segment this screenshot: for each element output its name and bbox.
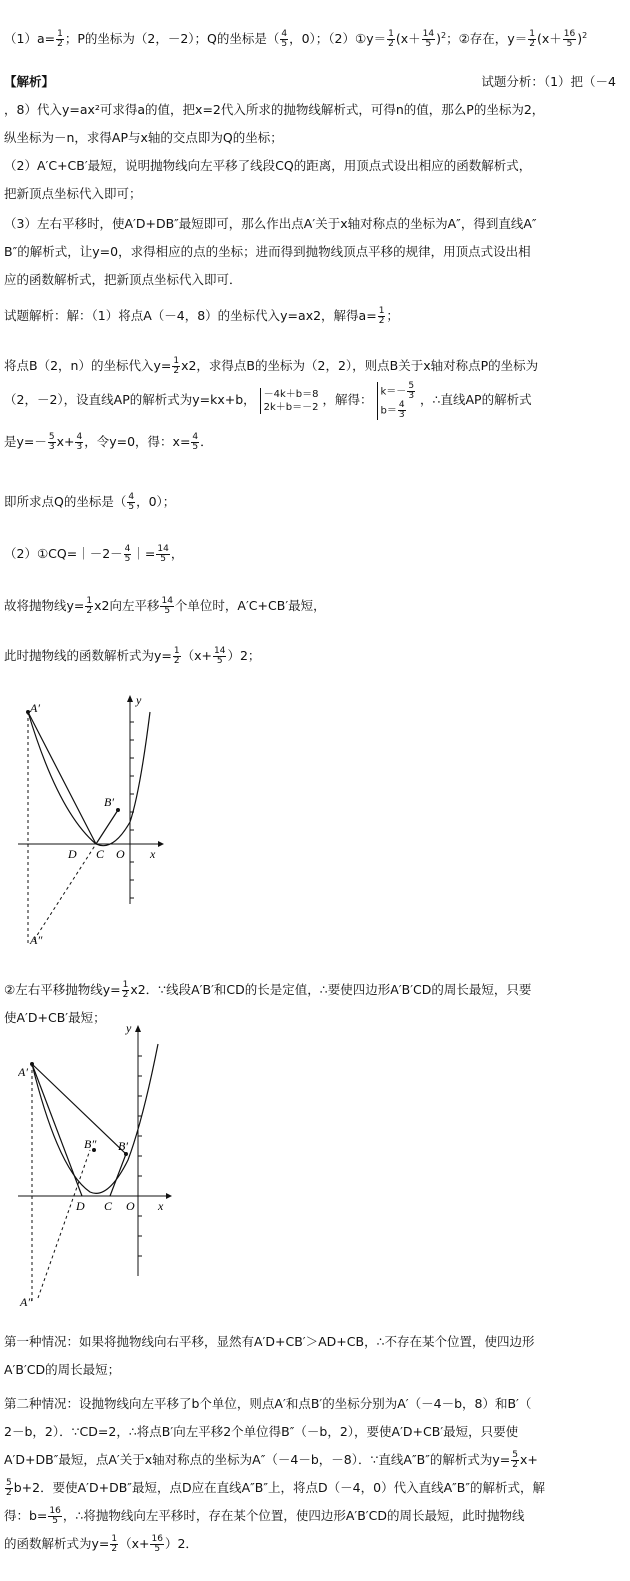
solution-line-6a: （2）①CQ=｜－2－ [4,546,123,561]
y-axis-arrow [127,695,133,702]
label-y: y [126,1021,132,1035]
solution-line-6c: ， [170,546,184,561]
label-a2: A″ [30,933,43,947]
analysis-title: 【解析】 [4,74,55,89]
answer-part-3: ，0）；（2）① [289,31,367,47]
solution-line-8b: （x+ [181,648,212,663]
segment-b-c [110,1154,126,1196]
equation-system-2: k＝－ $\frac{5}{3}$ b＝ $\frac{4}{3}$ [377,382,417,420]
segment-a-b [32,1064,126,1154]
case2-line-2: 2－b，2）．∵CD=2，∴将点B′向左平移2个单位得B″（－b，2），要使A′D+CB′最短，只要使 [4,1424,519,1439]
label-x: x [158,1199,164,1213]
analysis-part-3 [4,210,624,294]
figure-2-parabola [18,1020,178,1310]
label-a: A′ [18,1065,28,1079]
solution-line-4b: x+ [56,434,75,449]
analysis-part-2 [4,152,624,208]
solution-line-7c: 个单位时，A′C+CB′最短， [174,598,326,613]
solution-step-2: 将点B（2，n）的坐标代入y= $\frac{1}{2}$ x2，求得点B的坐标为（2，2），则点B关于x轴对称点P的坐标为 （2，－2），设直线AP的解析式为y=kx+b， －4k＋b＝8 2k＋b＝－2 ，解得： k＝－ $\frac{5}{3}$ b＝ $\frac{4}{3}$ ，∴直线AP的解析式 是y=－ $\frac{5}{3}$ x+ $\frac{4}{3}$ ，令y=0，得：x= $\frac{4}{5}$ ． [4,356,539,452]
case2-line-3: A′D+DB″最短，点A′关于x轴对称点的坐标为A″（－4－b，－8）．∵直线A″B″的解析式为y= [4,1452,511,1467]
analysis-line-2: 纵坐标为－n，求得AP与x轴的交点即为Q的坐标； [4,130,283,145]
case-2: 第二种情况：设抛物线向左平移了b个单位，则点A′和点B′的坐标分别为A′（－4－b，8）和B′（ 2－b，2）．∵CD=2，∴将点B′向左平移2个单位得B″（－b，2），要使A′D+CB′最短，只要使 A′D+DB″最短，点A′关于x轴对称点的坐标为A″（－4－b，－8）．∵直线A″B″的解析式为y= $\frac{5}{2}$ x+ $\frac{5}{2}$ b+2．要使A′D+DB″最短，点D应在直线A″B″上，将点D（－4，0）代入直线A″B″的解析式，解 得：b= $\frac{16}{5}$ ，∴将抛物线向左平移时，存在某个位置，使四边形A′B′CD的周长最短，此时抛物线 的函数解析式为y= $\frac{1}{2}$ （x+ $\frac{16}{5}$ ）2． [4,1390,624,1558]
label-c: C [96,847,105,861]
segment-a-d [32,1064,82,1196]
analysis-section [4,68,624,152]
solution-line-8a: 此时抛物线的函数解析式为y= [4,648,172,663]
parabola-curve [32,1044,158,1193]
fraction-half: $\frac{1}{2}$ [378,306,385,326]
label-o: O [116,847,125,861]
solution-line-3a: （2，－2），设直线AP的解析式为y=kx+b， [4,392,256,407]
solution-line-7b: x2向左平移 [94,598,160,613]
case2-line-1: 第二种情况：设抛物线向左平移了b个单位，则点A′和点B′的坐标分别为A′（－4－b，8）和B′（ [4,1396,532,1411]
answer-formula-2b: (x＋ [536,31,562,47]
solution-step-cq: （2）①CQ=｜－2－ $\frac{4}{5}$ ｜= $\frac{14}{5}$ ， [4,544,184,564]
case2-line-5b: ，∴将抛物线向左平移时，存在某个位置，使四边形A′B′CD的周长最短，此时抛物线 [62,1508,525,1523]
label-b2: B″ [84,1137,97,1151]
fraction-fourteen-fifths: $\frac{14}{5}$ [422,29,435,50]
case1-line-1: 第一种情况：如果将抛物线向右平移，显然有A′D+CB′＞AD+CB，∴不存在某个位置，使四边形 [4,1334,535,1349]
fraction-four-fifths: $\frac{4}{5}$ [281,29,288,50]
dashed-line-a2 [34,844,96,940]
analysis-line-6: B″的解析式，让y=0，求得相应的点的坐标；进而得到抛物线顶点平移的规律，用顶点式设出相 [4,244,531,259]
solution-line-2b: x2，求得点B的坐标为（2，2），则点B关于x轴对称点P的坐标为 [181,358,539,373]
fraction-half: $\frac{1}{2}$ [388,29,394,50]
analysis-line-1: ，8）代入y=ax²可求得a的值，把x=2代入所求的抛物线解析式，可得n的值，那么P的坐标为2， [4,102,545,117]
solution-step-shift: 故将抛物线y= $\frac{1}{2}$ x2向左平移 $\frac{14}{5}$ 个单位时，A′C+CB′最短， [4,596,326,616]
solution-line-8c: ）2； [227,648,261,663]
x-axis-arrow [166,1193,172,1199]
solution-line-6b: ｜= [132,546,156,561]
segment-a-c [28,712,96,844]
fraction-half: $\frac{1}{2}$ [173,356,180,376]
fraction-half: $\frac{1}{2}$ [529,29,535,50]
answer-part-4: ；②存在， [446,31,508,47]
solution-line-3c: ，∴直线AP的解析式 [420,392,532,407]
y-axis-arrow [135,1025,141,1032]
case-1 [4,1328,624,1384]
analysis-intro: 试题分析：（1）把（－4 [481,74,616,89]
solution-line-7a: 故将抛物线y= [4,598,85,613]
case2-line-4: b+2．要使A′D+DB″最短，点D应在直线A″B″上，将点D（－4，0）代入直线A″B″的解析式，解 [13,1480,546,1495]
part2-line-2: 使A′D+CB′最短； [4,1010,106,1025]
solution-line-4a: 是y=－ [4,434,47,449]
segment-c-b [96,810,118,844]
parabola-curve [28,712,150,846]
point-b [116,808,120,812]
analysis-line-3: （2）A′C+CB′最短，说明抛物线向左平移了线段CQ的距离，用顶点式设出相应的函数解析式， [4,158,532,173]
label-a2: A″ [20,1295,33,1309]
case2-line-6a: 的函数解析式为y= [4,1536,110,1551]
solution-step-1: 试题解析：解：（1）将点A（－4，8）的坐标代入y=ax2，解得a= $\frac{1}{2}$ ； [4,306,399,326]
solution-line-2a: 将点B（2，n）的坐标代入y= [4,358,172,373]
solution-step-q: 即所求点Q的坐标是（ $\frac{4}{5}$ ，0）； [4,492,176,512]
dashed-line-a2-b2 [38,1150,90,1298]
analysis-line-5: （3）左右平移时，使A′D+DB″最短即可，那么作出点A′关于x轴对称点的坐标为A″，得到直线A″ [4,216,537,231]
case2-line-6b: （x+ [119,1536,150,1551]
label-b: B′ [118,1139,128,1153]
solution-line-5b: ，0）； [136,494,176,509]
answer-line: （1）a= $\frac{1}{2}$ ；P的坐标为（2，－2）；Q的坐标是（ $\frac{4}{5}$ ，0）；（2）①y＝ $\frac{1}{2}$ (x＋ $\frac{14}{5}$ )$^2$；②存在，y＝ $\frac{1}{2}$ (x＋ $\frac{16}{5}$ )$^2$ [4,29,588,50]
label-c: C [104,1199,113,1213]
part2-line-1a: ②左右平移抛物线y= [4,982,121,997]
equation-system-1: －4k＋b＝8 2k＋b＝－2 [260,388,319,414]
analysis-line-4: 把新顶点坐标代入即可； [4,186,142,201]
part2-line-1b: x2．∵线段A′B′和CD的长是定值，∴要使四边形A′B′CD的周长最短，只要 [130,982,532,997]
answer-formula-2: y＝ [507,31,528,47]
case2-line-5a: 得：b= [4,1508,48,1523]
answer-part-2: ；P的坐标为（2，－2）；Q的坐标是（ [64,31,280,47]
fraction-half: $\frac{1}{2}$ [57,29,63,50]
x-axis-arrow [158,841,164,847]
case2-line-6c: ）2． [164,1536,198,1551]
solution-line-3b: ，解得： [322,392,373,407]
solution-line-1: 试题解析：解：（1）将点A（－4，8）的坐标代入y=ax2，解得a= [4,308,377,323]
label-y: y [136,693,142,707]
label-x: x [150,847,156,861]
part-2-intro: ②左右平移抛物线y= $\frac{1}{2}$ x2．∵线段A′B′和CD的长是定值，∴要使四边形A′B′CD的周长最短，只要 使A′D+CB′最短； [4,976,624,1032]
label-a: A′ [30,701,40,715]
label-o: O [126,1199,135,1213]
analysis-line-7: 应的函数解析式，把新顶点坐标代入即可． [4,272,242,287]
label-d: D [76,1199,85,1213]
answer-formula-1: y＝ [366,31,387,47]
case2-line-3b: x+ [519,1452,538,1467]
answer-formula-1b: (x＋ [395,31,421,47]
case1-line-2: A′B′CD的周长最短； [4,1362,121,1377]
solution-line-4c: ，令y=0，得：x= [84,434,191,449]
figure-1-parabola [18,692,168,952]
solution-line-5a: 即所求点Q的坐标是（ [4,494,127,509]
answer-part-1: （1）a= [4,31,56,47]
fraction-sixteen-fifths: $\frac{16}{5}$ [563,29,576,50]
solution-line-4d: ． [200,434,213,449]
label-d: D [68,847,77,861]
label-b: B′ [104,795,114,809]
point-a [30,1062,34,1066]
answer-summary [4,22,624,50]
solution-step-result: 此时抛物线的函数解析式为y= $\frac{1}{2}$ （x+ $\frac{14}{5}$ ）2； [4,646,261,666]
